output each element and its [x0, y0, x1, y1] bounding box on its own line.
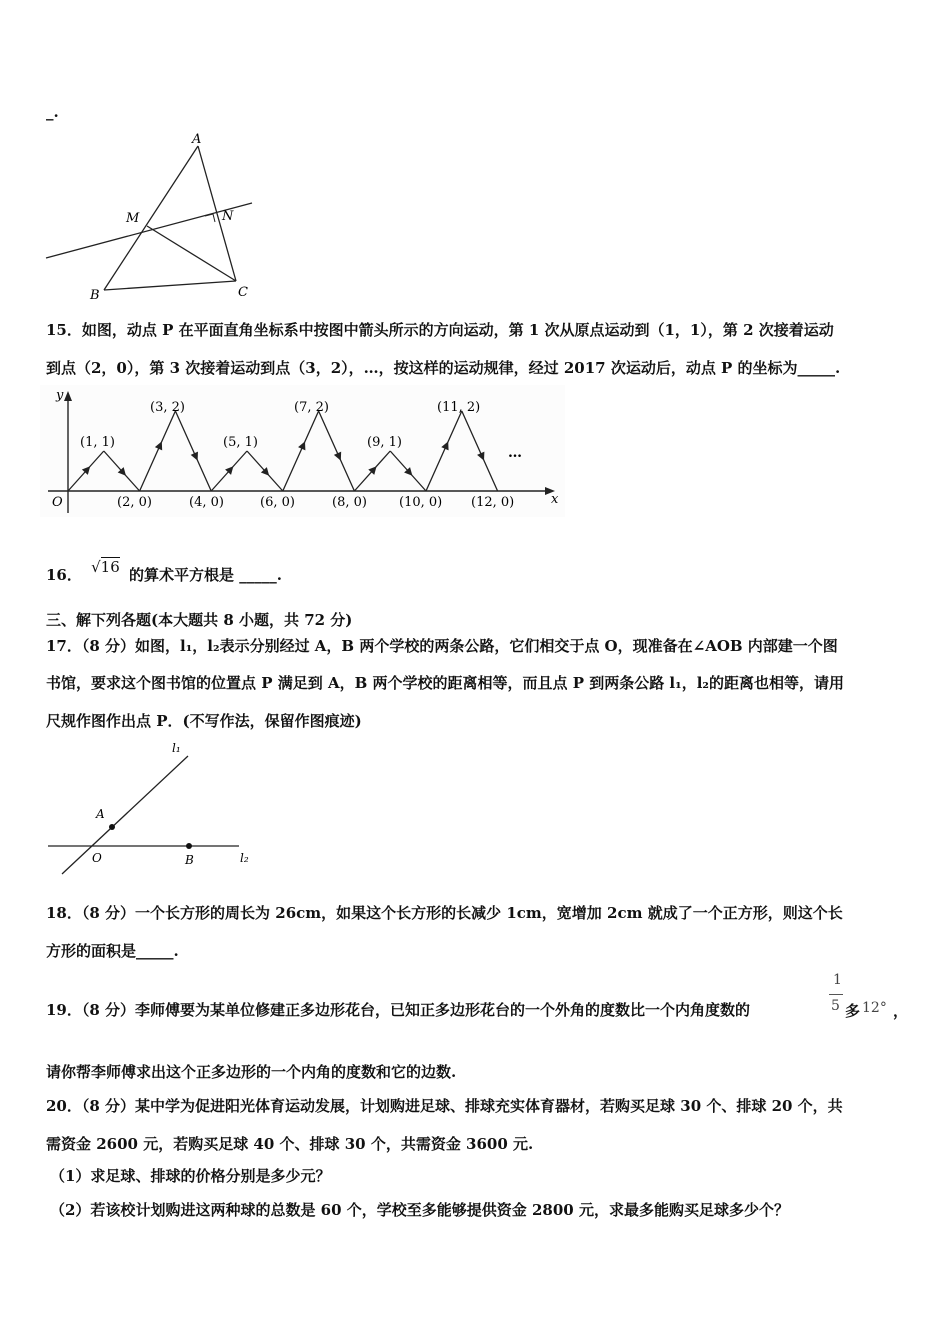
bottom-label-4: (10, 0) — [399, 495, 443, 510]
fraction-numerator: 1 — [833, 972, 842, 988]
q19-more: 多 — [845, 1002, 861, 1020]
q18-line2: 方形的面积是_____. — [46, 942, 179, 960]
label-b: B — [90, 288, 100, 303]
segment-ab — [104, 146, 198, 290]
q16-prefix: 16． — [46, 566, 82, 584]
top-label-3: (7, 2) — [294, 400, 329, 415]
label-c: C — [238, 285, 248, 300]
top-label-4: (9, 1) — [367, 435, 402, 450]
bottom-label-3: (8, 0) — [332, 495, 367, 510]
q19-line2: 请你帮李师傅求出这个正多边形的一个内角的度数和它的边数. — [46, 1063, 457, 1081]
sqrt-expression — [91, 557, 120, 577]
label-n: N — [222, 209, 234, 224]
top-label-2: (5, 1) — [223, 435, 258, 450]
bottom-label-5: (12, 0) — [471, 495, 515, 510]
figure-triangle-abc — [40, 130, 270, 305]
figure-coordinate-path — [40, 385, 565, 517]
top-label-0: (1, 1) — [80, 435, 115, 450]
radicand: 16 — [100, 558, 120, 576]
q16-suffix: 的算术平方根是 _____. — [129, 566, 282, 584]
q20-sub1: （1）求足球、排球的价格分别是多少元？ — [50, 1167, 331, 1185]
q19-twelve-degrees: 12° — [862, 1000, 887, 1016]
label-b: B — [185, 853, 194, 867]
q16-line — [46, 558, 282, 585]
point-a — [109, 824, 115, 830]
q20-line2: 需资金 2600 元，若购买足球 40 个、排球 30 个，共需资金 3600 元. — [46, 1135, 534, 1153]
q19-tail: ， — [893, 1002, 909, 1020]
label-a: A — [96, 807, 105, 821]
axis-y-label: y — [56, 388, 64, 403]
radical-sign: √ — [91, 558, 101, 576]
q20-line1: 20．（8 分）某中学为促进阳光体育运动发展，计划购进足球、排球充实体育器材，若购买足球 30 个、排球 20 个，共 — [46, 1097, 843, 1115]
top-label-1: (3, 2) — [150, 400, 185, 415]
right-angle-mark — [205, 214, 215, 222]
q20-sub2: （2）若该校计划购进这两种球的总数是 60 个，学校至多能够提供资金 2800 元，求最多能购买足球多少个？ — [50, 1201, 789, 1219]
label-l2: l₂ — [240, 851, 249, 865]
top-label-5: (11, 2) — [437, 400, 481, 415]
bottom-label-0: (2, 0) — [117, 495, 152, 510]
segment-bc — [104, 281, 236, 290]
top-mark: _. — [46, 103, 59, 121]
q15-line2: 到点（2，0），第 3 次接着运动到点（3，2），…，按这样的运动规律，经过 2017 次运动后，动点 P 的坐标为_____. — [46, 359, 841, 377]
origin-label: O — [52, 495, 63, 510]
q19-line1: 19．（8 分）李师傅要为某单位修建正多边形花台，已知正多边形花台的一个外角的度数比一个内角度数的 — [46, 1001, 751, 1019]
section-3-heading: 三、解下列各题(本大题共 8 小题，共 72 分) — [46, 611, 353, 629]
ellipsis-label: … — [508, 445, 522, 461]
q17-line3: 尺规作图作出点 P．(不写作法，保留作图痕迹) — [46, 712, 362, 730]
axis-x-label: x — [551, 492, 559, 507]
label-a: A — [192, 132, 202, 147]
q15-line1: 15．如图，动点 P 在平面直角坐标系中按图中箭头所示的方向运动，第 1 次从原点运动到（1，1），第 2 次接着运动 — [46, 321, 834, 339]
bottom-label-1: (4, 0) — [189, 495, 224, 510]
label-o: O — [92, 851, 102, 865]
label-m: M — [126, 211, 140, 226]
q18-line1: 18．（8 分）一个长方形的周长为 26cm，如果这个长方形的长减少 1cm，宽增加 2cm 就成了一个正方形，则这个长 — [46, 904, 843, 922]
fraction-denominator: 5 — [831, 998, 840, 1014]
q17-line2: 书馆，要求这个图书馆的位置点 P 满足到 A，B 两个学校的距离相等，而且点 P 到两条公路 l₁，l₂的距离也相等，请用 — [46, 674, 844, 692]
figure-two-roads — [44, 738, 264, 878]
point-b — [186, 843, 192, 849]
bottom-label-2: (6, 0) — [260, 495, 295, 510]
fraction-bar — [829, 994, 843, 995]
label-l1: l₁ — [172, 741, 181, 755]
road-l1 — [62, 756, 188, 874]
q17-line1: 17．（8 分）如图，l₁，l₂表示分别经过 A，B 两个学校的两条公路，它们相交于点 O，现准备在∠AOB 内部建一个图 — [46, 637, 838, 655]
